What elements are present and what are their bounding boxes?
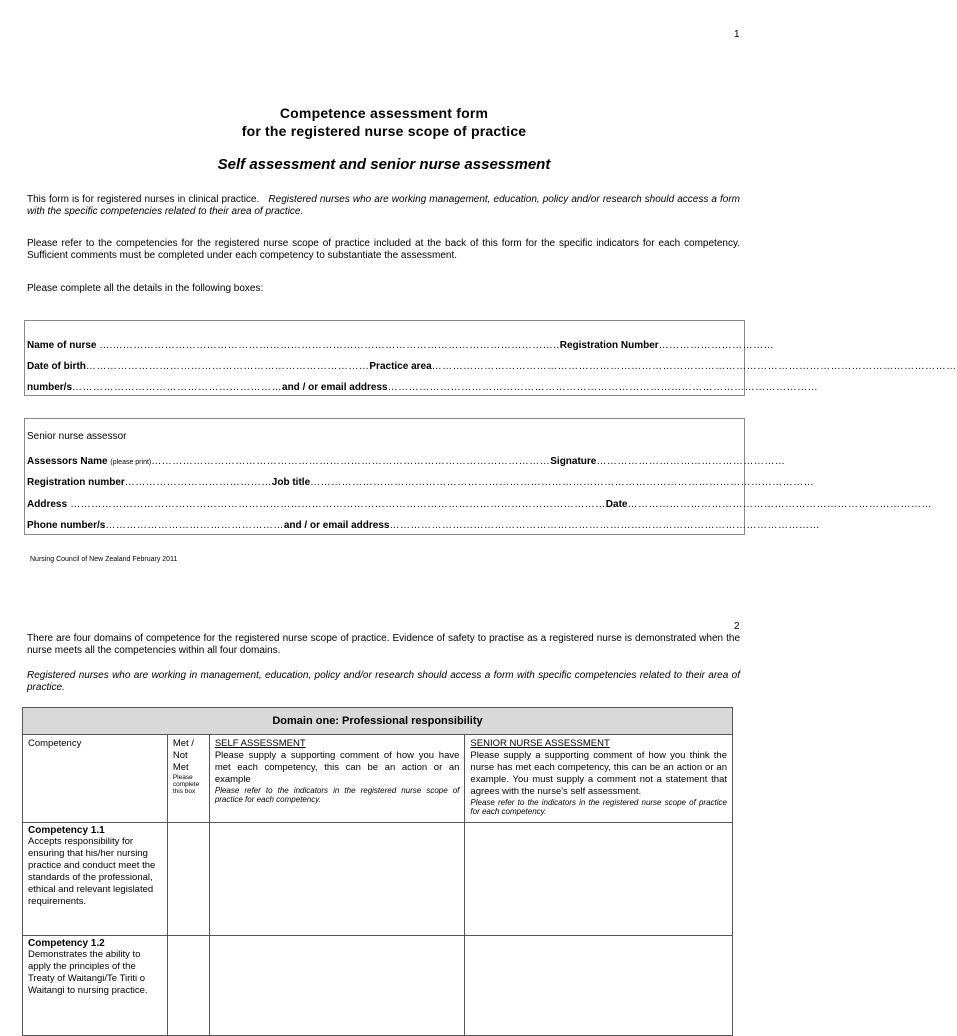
assessor-contact-row[interactable] [27,520,820,532]
nurse-name-field[interactable]: .......…………………………………………………………………………………………………………….. [96,340,560,351]
assessor-name-label: Assessors Name [27,456,108,467]
nurse-name-label: Name of nurse [27,340,97,351]
self-assessment-instructions: Please supply a supporting comment of how you have met each competency, this can be an action or an example [214,750,460,785]
assessor-name-note: (please print) [110,459,152,466]
assessor-email-label: and / or email address [283,520,390,531]
contact-row[interactable] [27,382,819,394]
assessor-email-field[interactable]: …………………………………………………………………………………………………………… [389,520,820,531]
competency-title: Competency 1.1 [28,825,105,836]
table-row [23,936,733,1036]
dob-field[interactable]: ……………………………………………………………………… [85,361,370,372]
signature-field[interactable]: ……………………………………………… [596,456,786,467]
assessor-name-field[interactable]: …………………………………………………………………………………………………… [151,456,551,467]
date-label: Date [605,499,628,510]
nurse-name-row[interactable] [27,340,775,352]
senior-assessment-note: Please refer to the indicators in the registered nurse scope of practice for each competency. [470,798,727,816]
date-field[interactable]: …………………………………………………………………………… [627,499,932,510]
met-label-3: Met [172,762,189,773]
met-input-cell[interactable] [167,936,209,1036]
refer-paragraph: Please refer to the competencies for the registered nurse scope of practice included at the back of this form for the specific indicators for each competency. Sufficient comments must be completed under each competency to substantiate the assessment. [27,238,740,261]
senior-assessment-input-cell[interactable] [465,823,733,936]
met-note: Please complete this box [172,774,200,795]
form-title-line1: Competence assessment form [279,105,489,121]
page-number-2: 2 [734,621,740,632]
registration-number-field[interactable]: …………………………… [658,340,775,351]
form-title-line2: for the registered nurse scope of practice [241,123,527,139]
met-label-2: Not [172,750,188,761]
assessor-details-box [24,418,932,535]
competency-cell [23,936,168,1036]
complete-instruction: Please complete all the details in the following boxes: [27,283,264,294]
registration-number-label: Registration Number [559,340,659,351]
italic-note-paragraph: Registered nurses who are working in management, education, policy and/or research should access a form with specific competencies related to their area of practice. [27,670,740,693]
page-number: 1 [734,29,740,40]
address-row[interactable] [27,499,932,511]
domains-paragraph: There are four domains of competence for the registered nurse scope of practice. Evidence of safety to practise as a registered nurse is demonstrated when the nurse meets all the competencies within all four domains. [27,633,740,656]
self-assessment-note: Please refer to the indicators in the registered nurse scope of practice for each competency. [214,786,460,804]
competency-description: Accepts responsibility for ensuring that his/her nursing practice and conduct meet the standards of the professional, ethical and relevant legislated requirements. [28,836,156,907]
self-assessment-input-cell[interactable] [209,823,465,936]
assessor-reg-row[interactable] [27,477,815,489]
assessor-heading: Senior nurse assessor [27,431,127,442]
senior-assessment-input-cell[interactable] [465,936,733,1036]
met-input-cell[interactable] [167,823,209,936]
domain-heading: Domain one: Professional responsibility [23,708,733,735]
email-field[interactable]: …………………………………………………………………………………………………………… [387,382,819,393]
self-assessment-title: SELF ASSESSMENT [214,738,306,749]
nurse-details-box [24,320,957,396]
intro-italic: Registered nurses who are working management, education, policy and/or research should access a form with the specific competencies related to their area of practice. [27,194,740,217]
address-field[interactable]: ……………………………………………………………………………………………………………………………………… [67,499,606,510]
job-title-label: Job title [271,477,311,488]
self-assessment-input-cell[interactable] [209,936,465,1036]
intro-plain: This form is for registered nurses in clinical practice. [27,194,260,205]
self-assessment-header [209,735,465,823]
competency-cell [23,823,168,936]
phone-field[interactable]: …………………………………………… [105,520,284,531]
competency-column-header: Competency [23,735,168,823]
met-column-header [167,735,209,823]
assessor-reg-field[interactable]: …………………………………… [124,477,272,488]
competency-description: Demonstrates the ability to apply the principles of the Treaty of Waitangi/Te Tiriti o Waitangi to nursing practice. [28,949,148,996]
intro-paragraph [27,194,740,218]
address-label: Address [27,499,68,510]
email-label: and / or email address [282,382,388,393]
phone-label: Phone number/s [27,520,106,531]
number-field[interactable]: …………………………………………………… [72,382,283,393]
footer-text: Nursing Council of New Zealand February 2011 [30,556,178,563]
domain-one-table [22,707,733,1036]
table-header-row [23,735,733,823]
job-title-field[interactable]: ……………………………………………………………………………………………………………………………… [310,477,815,488]
met-label-1: Met / [172,738,194,749]
form-subtitle: Self assessment and senior nurse assessment [217,156,551,173]
practice-area-field[interactable]: …………………………………………………………………………………………………………………………………… [431,361,957,372]
senior-assessment-header [465,735,733,823]
dob-label: Date of birth [27,361,86,372]
senior-assessment-title: SENIOR NURSE ASSESSMENT [470,738,610,749]
dob-row[interactable] [27,361,957,373]
assessor-name-row[interactable] [27,456,786,469]
competency-title: Competency 1.2 [28,938,105,949]
table-row [23,823,733,936]
practice-area-label: Practice area [369,361,432,372]
number-label: number/s [27,382,73,393]
senior-assessment-instructions: Please supply a supporting comment of how you think the nurse has met each competency, this can be an action or an example. You must supply a comment not a statement that agrees with the nurse's self assessment. [470,750,727,797]
assessor-reg-label: Registration number [27,477,125,488]
signature-label: Signature [550,456,597,467]
